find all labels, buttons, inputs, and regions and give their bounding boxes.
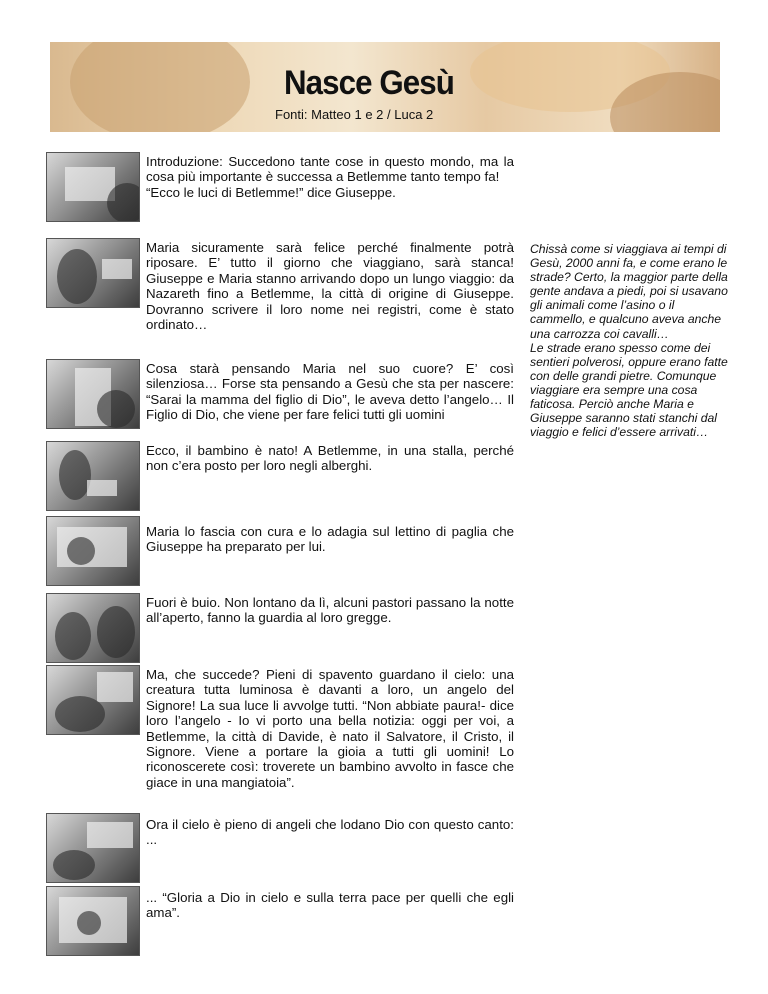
page-subtitle: Fonti: Matteo 1 e 2 / Luca 2 (275, 107, 434, 122)
illustration-angels-sky-image (46, 813, 140, 883)
story-paragraph: Maria sicuramente sarà felice perché finalmente potrà riposare. E’ tutto il giorno che viaggiano, sarà stanca! Giuseppe e Maria stanno arrivando dopo un lungo viaggio: da Nazareth fino a Betlemme, la città di origine di Giuseppe. Dovranno scrivere il loro nome nei registri, come è stato ordinato… (146, 240, 514, 333)
header-banner (50, 42, 720, 132)
story-paragraph: Ora il cielo è pieno di angeli che lodano Dio con questo canto: ... (146, 817, 514, 848)
story-paragraph: Ecco, il bambino è nato! A Betlemme, in una stalla, perché non c’era posto per loro negli alberghi. (146, 443, 514, 474)
sidebar-note: Chissà come si viaggiava ai tempi di Gesù, 2000 anni fa, e come erano le strade? Certo, la maggior parte della gente andava a piedi, poi si usavano gli animali come l’asino o il cammello, e qualcuno aveva anche una carrozza coi cavalli… Le strade erano spesso come dei sentieri polverosi, oppure erano fatte con delle grandi pietre. Comunque viaggiare era sempre una cosa faticosa. Perciò anche Maria e Giuseppe saranno stati stanchi dal viaggio e felici d’essere arrivati… (530, 242, 728, 440)
illustration-angel-image (46, 665, 140, 735)
story-paragraph: ... “Gloria a Dio in cielo e sulla terra pace per quelli che egli ama”. (146, 890, 514, 921)
illustration-swaddling-image (46, 516, 140, 586)
story-paragraph: Fuori è buio. Non lontano da lì, alcuni pastori passano la notte all’aperto, fanno la guardia al loro gregge. (146, 595, 514, 626)
banner-decoration (70, 42, 250, 132)
story-paragraph: Ma, che succede? Pieni di spavento guardano il cielo: una creatura tutta luminosa è davanti a loro, un angelo del Signore! La sua luce li avvolge tutti. “Non abbiate paura!- dice loro l’angelo - Io vi porto una bella notizia: oggi per voi, a Betlemme, la città di Davide, è nato il Salvatore, il Cristo, il Signore. Viene a portare la gioia a tutti gli uomini! Lo riconoscerete così: troverete un bambino avvolto in fasce che giace in una mangiatoia”. (146, 667, 514, 790)
story-paragraph: Introduzione: Succedono tante cose in questo mondo, ma la cosa più importante è successa a Betlemme tanto tempo fa! “Ecco le luci di Betlemme!” dice Giuseppe. (146, 154, 514, 200)
illustration-gloria-image (46, 886, 140, 956)
illustration-shepherds-image (46, 593, 140, 663)
story-paragraph: Cosa starà pensando Maria nel suo cuore? E’ così silenziosa… Forse sta pensando a Gesù che sta per nascere: “Sarai la mamma del figlio di Dio”, le aveva detto l’angelo… Il Figlio di Dio, che viene per fare felici tutti gli uomini (146, 361, 514, 423)
illustration-town-image (46, 152, 140, 222)
illustration-journey-image (46, 238, 140, 308)
illustration-birth-image (46, 441, 140, 511)
illustration-mary-image (46, 359, 140, 429)
page-title: Nasce Gesù (284, 64, 454, 102)
story-paragraph: Maria lo fascia con cura e lo adagia sul lettino di paglia che Giuseppe ha preparato per lui. (146, 524, 514, 555)
